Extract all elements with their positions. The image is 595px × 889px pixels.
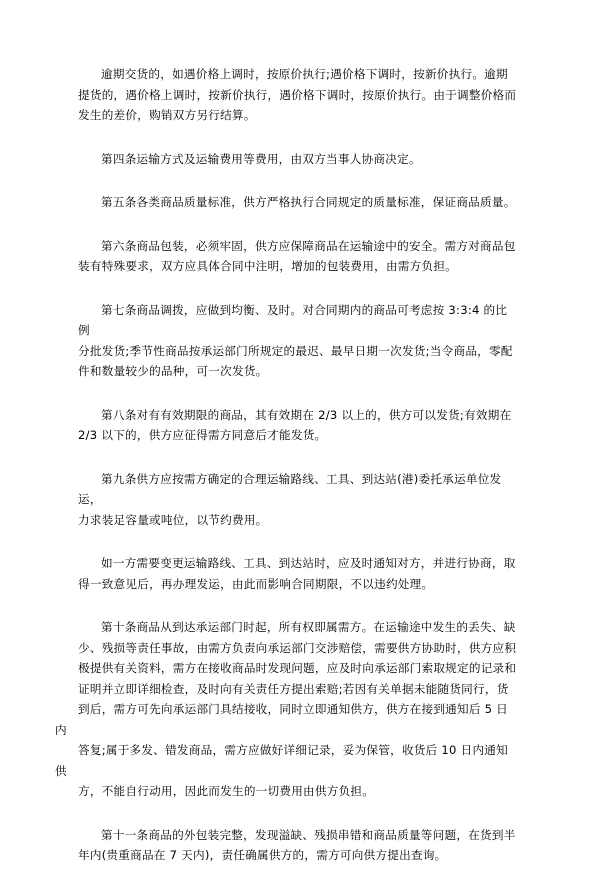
paragraph-article-5 (78, 192, 518, 213)
text-line: 分批发货;季节性商品按承运部门所规定的最迟、最早日期一次发货;当令商品，零配 (78, 343, 513, 358)
paragraph-article-10 (55, 617, 518, 802)
paragraph-article-4 (78, 149, 518, 170)
text-line: 力求装足容量或吨位，以节约费用。 (78, 512, 268, 527)
text-line: 第九条供方应按需方确定的合理运输路线、工具、到达站(港)委托承运单位发运， (78, 471, 502, 506)
text-line: 件和数量较少的品种，可一次发货。 (78, 364, 268, 378)
paragraph-article-7 (78, 300, 518, 382)
paragraph-article-6 (78, 236, 518, 277)
paragraph-overdue-delivery (78, 64, 518, 126)
paragraph-route-change (78, 553, 518, 594)
text-line: 第十一条商品的外包装完整，发现溢缺、残损串错和商品质量等问题，在货到半 (101, 827, 516, 842)
text-line: 发生的差价，购销双方另行结算。 (78, 108, 256, 122)
text-line: 第七条商品调拨，应做到均衡、及时。对合同期内的商品可考虑按 3:3:4 的比例 (78, 302, 508, 337)
text-line: 第六条商品包装，必须牢固，供方应保障商品在运输途中的安全。需方对商品包 (101, 238, 516, 253)
text-line: 极提供有关资料，需方在接收商品时发现问题，应及时向承运部门索取规定的记录和 (78, 661, 517, 675)
text-line: 年内(贵重商品在 7 天内)，责任确属供方的，需方可向供方提出查询。 (78, 848, 447, 862)
text-line: 第八条对有有效期限的商品，其有效期在 2/3 以上的，供方可以发货;有效期在 (101, 407, 512, 422)
text-line: 第十条商品从到达承运部门时起，所有权即属需方。在运输途中发生的丢失、缺 (101, 620, 516, 634)
paragraph-article-11 (78, 825, 518, 866)
text-line: 第四条运输方式及运输费用等费用，由双方当事人协商决定。 (101, 151, 421, 166)
text-line: 如一方需要变更运输路线、工具、到达站时，应及时通知对方，并进行协商，取 (101, 556, 516, 570)
text-line: 装有特殊要求，双方应具体合同中注明，增加的包装费用，由需方负担。 (78, 259, 458, 273)
text-line: 逾期交货的，如遇价格上调时，按原价执行;遇价格下调时，按新价执行。逾期 (101, 67, 508, 81)
text-line: 少、残损等责任事故，由需方负责向承运部门交涉赔偿，需要供方协助时，供方应积 (78, 640, 517, 655)
document-body (55, 64, 518, 889)
text-line: 到后，需方可先向承运部门具结接收，同时立即通知供方，供方在接到通知后 5 日内 (55, 702, 509, 737)
text-line: 方，不能自行动用，因此而发生的一切费用由供方负担。 (78, 784, 375, 798)
paragraph-article-9 (78, 469, 518, 531)
text-line: 答复;属于多发、错发商品，需方应做好详细记录，妥为保管，收货后 10 日内通知供 (55, 743, 508, 778)
text-line: 提货的，遇价格上调时，按新价执行，遇价格下调时，按原价执行。由于调整价格而 (78, 87, 517, 102)
text-line: 证明并立即详细检查，及时向有关责任方提出索赔;若因有关单据未能随货同行，货 (78, 681, 509, 696)
paragraph-article-8 (78, 405, 518, 446)
text-line: 2/3 以下的，供方应征得需方同意后才能发货。 (78, 428, 327, 442)
text-line: 第五条各类商品质量标准，供方严格执行合同规定的质量标准，保证商品质量。 (101, 195, 516, 209)
text-line: 得一致意见后，再办理发运，由此而影响合同期限，不以违约处理。 (78, 576, 434, 591)
